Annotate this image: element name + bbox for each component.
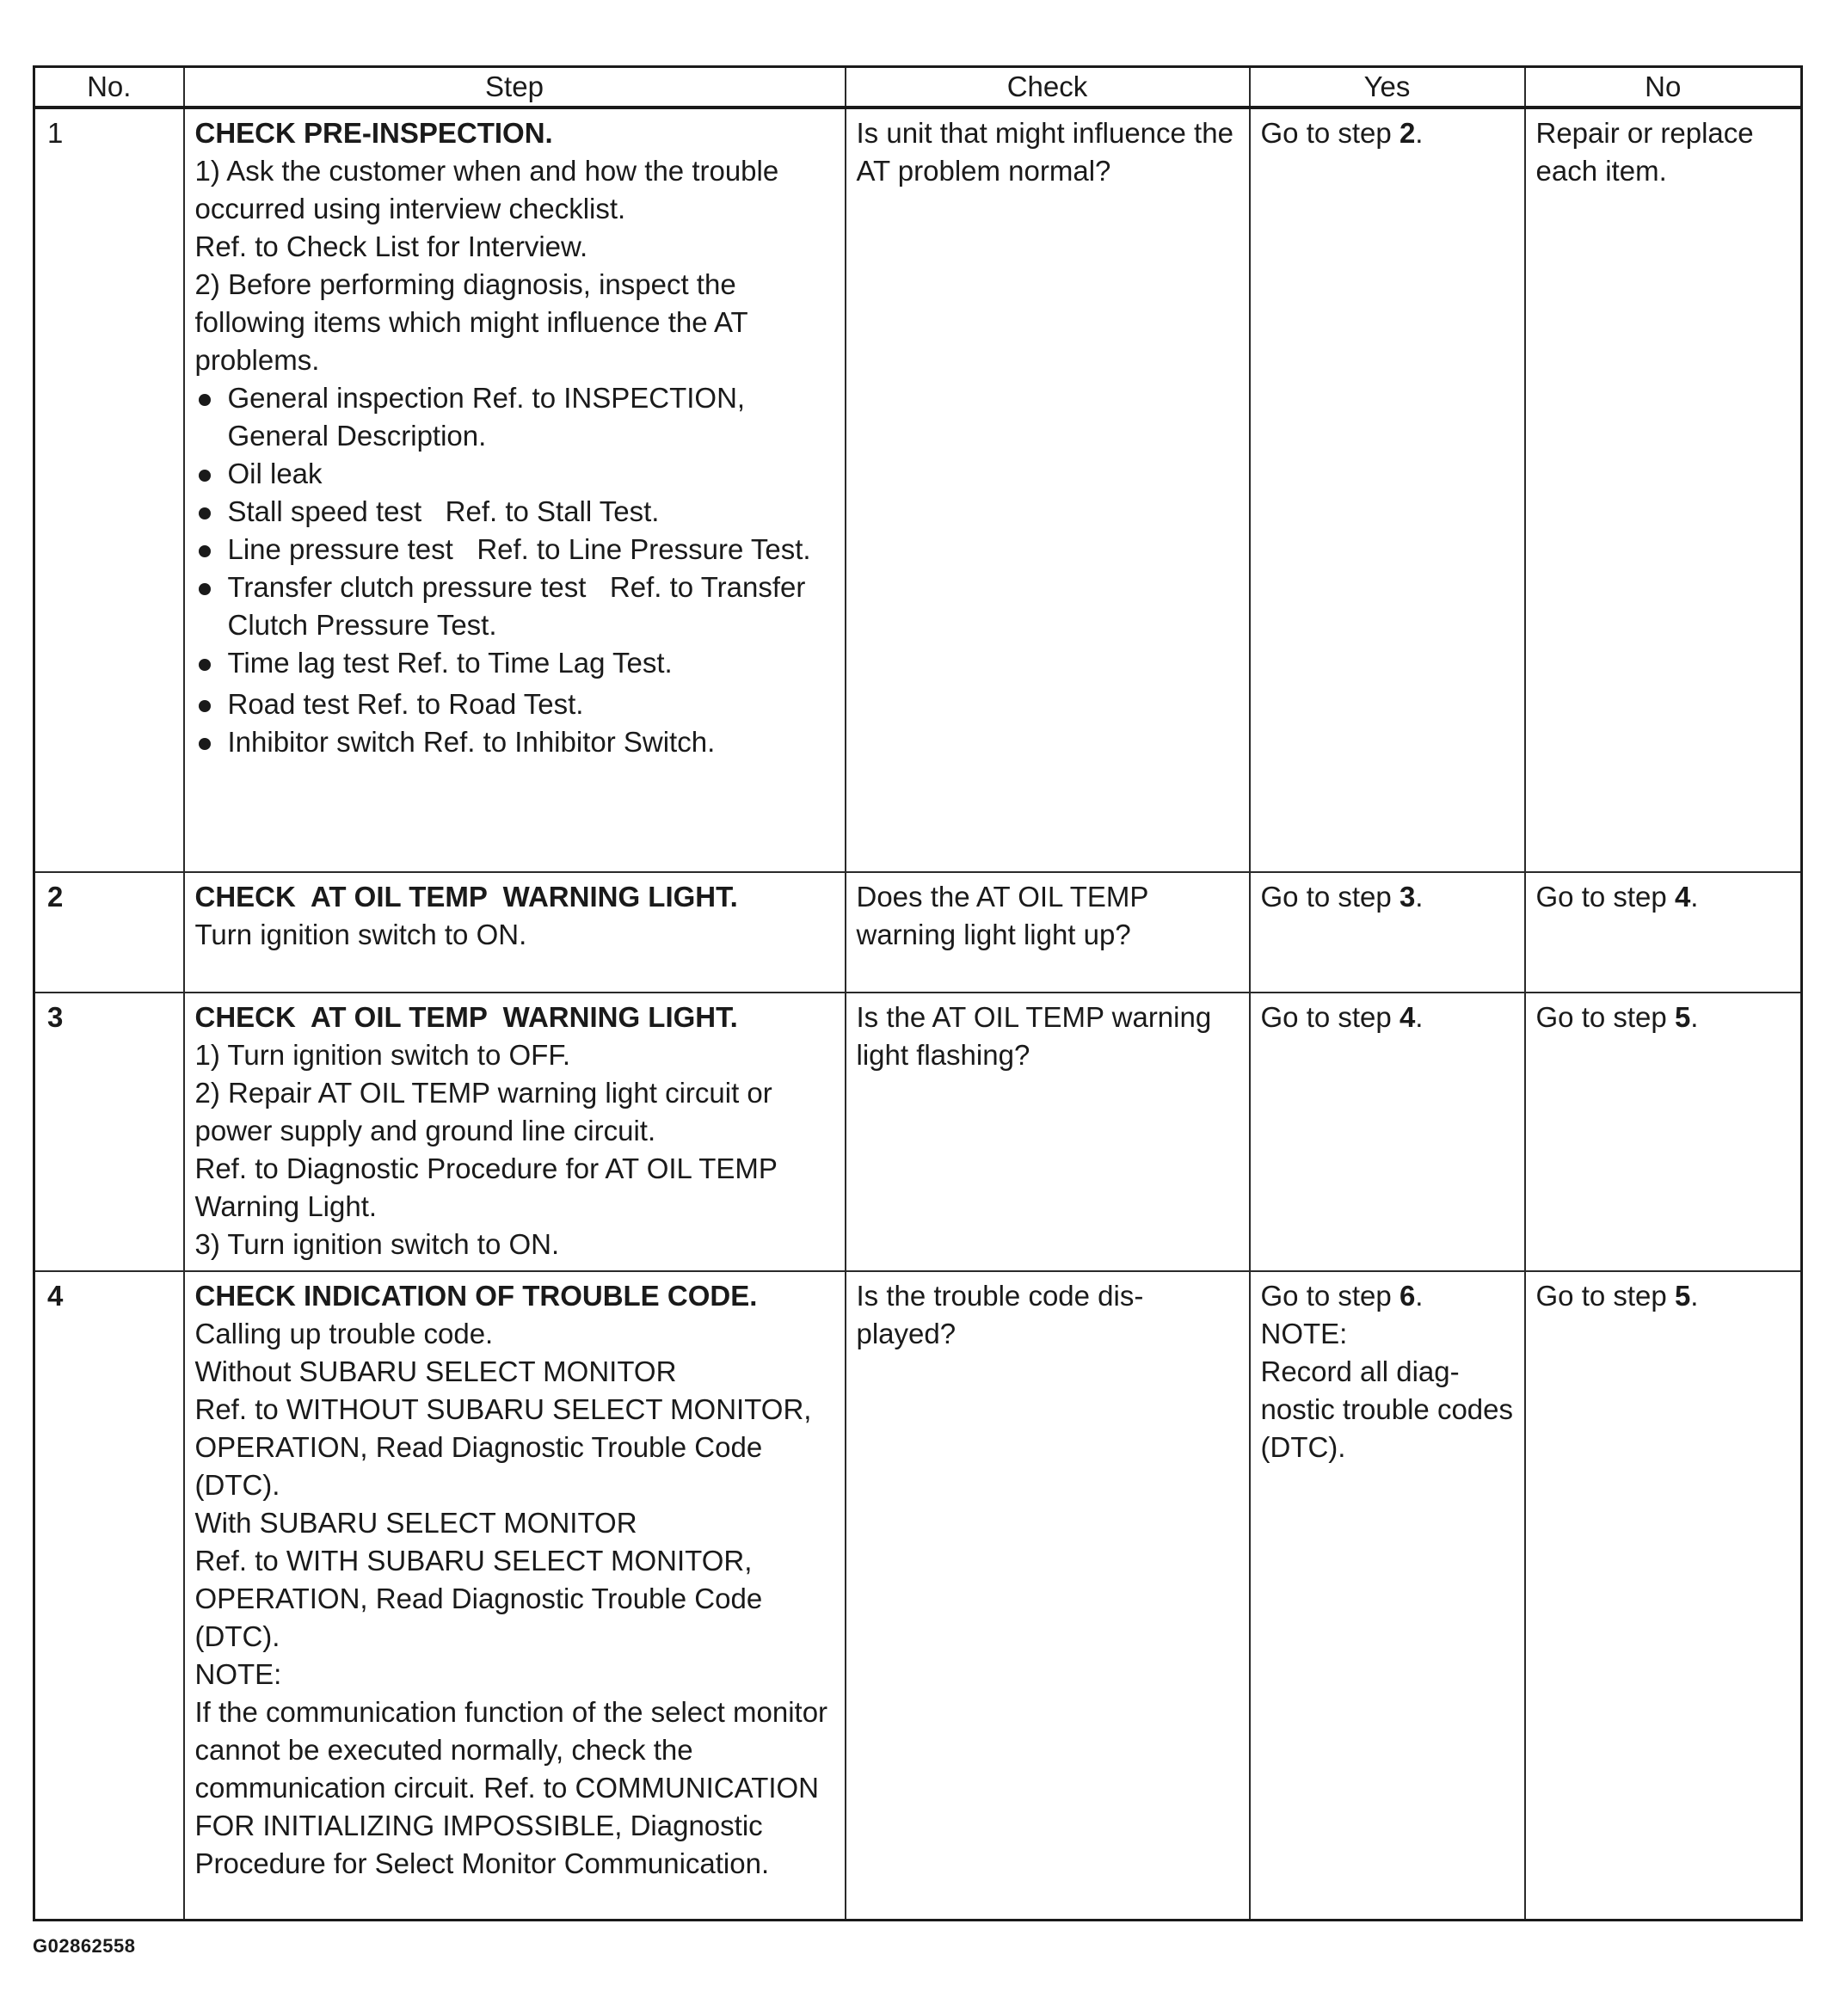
no-cell bbox=[1525, 993, 1802, 1271]
step-line: Ref. to WITHOUT SUBARU SELECT MONITOR, OPERATION, Read Diagnostic Trouble Code (DTC). bbox=[194, 1393, 812, 1501]
bullet-text: Inhibitor switch Ref. to Inhibitor Switch. bbox=[227, 726, 716, 758]
bullet-icon bbox=[195, 644, 228, 682]
step-number: 2 bbox=[34, 872, 184, 993]
step-title: CHECK INDICATION OF TROUBLE CODE. bbox=[194, 1280, 758, 1312]
yes-cell bbox=[1250, 1271, 1525, 1921]
bullet-text: Stall speed test Ref. to Stall Test. bbox=[227, 495, 660, 527]
no-text: Go to step bbox=[1535, 1001, 1675, 1033]
yes-note-label: NOTE: bbox=[1260, 1318, 1348, 1349]
yes-text: Go to step bbox=[1260, 117, 1399, 149]
yes-step-number: 4 bbox=[1399, 1001, 1416, 1033]
step-line: 1) Turn ignition switch to OFF. bbox=[194, 1039, 570, 1071]
no-step-number: 5 bbox=[1674, 1001, 1691, 1033]
yes-step-number: 2 bbox=[1399, 117, 1416, 149]
header-no: No. bbox=[34, 67, 184, 108]
yes-text: Go to step bbox=[1260, 1280, 1399, 1312]
bullet-icon bbox=[195, 685, 228, 723]
bullet-item bbox=[195, 723, 836, 761]
step-line: Ref. to Diagnostic Procedure for AT OIL TEMP Warning Light. bbox=[194, 1152, 793, 1222]
step-line: 1) Ask the customer when and how the trouble occurred using interview checklist. bbox=[194, 155, 779, 224]
bullet-icon bbox=[195, 531, 228, 569]
step-number: 3 bbox=[34, 993, 184, 1271]
yes-text: Go to step bbox=[1260, 881, 1399, 913]
step-cell bbox=[184, 1271, 846, 1921]
bullet-item bbox=[195, 644, 836, 682]
bullet-icon bbox=[195, 569, 228, 606]
bullet-item bbox=[195, 531, 836, 569]
figure-id: G02862558 bbox=[33, 1935, 136, 1957]
check-cell: Is unit that might influence the AT problem normal? bbox=[846, 108, 1250, 872]
no-cell: Repair or replace each item. bbox=[1525, 108, 1802, 872]
yes-cell bbox=[1250, 108, 1525, 872]
step-line: 2) Repair AT OIL TEMP warning light circuit or power supply and ground line circuit. bbox=[194, 1077, 772, 1146]
header-row bbox=[34, 67, 1802, 108]
table-row bbox=[34, 1271, 1802, 1921]
step-title: CHECK AT OIL TEMP WARNING LIGHT. bbox=[194, 881, 738, 913]
yes-step-number: 6 bbox=[1399, 1280, 1416, 1312]
step-line: With SUBARU SELECT MONITOR bbox=[194, 1507, 637, 1539]
no-suffix: . bbox=[1690, 1001, 1699, 1033]
diagnostic-table bbox=[33, 65, 1803, 1921]
bullet-item bbox=[195, 569, 836, 644]
step-line: Turn ignition switch to ON. bbox=[194, 919, 527, 950]
yes-step-number: 3 bbox=[1399, 881, 1416, 913]
bullet-item bbox=[195, 379, 836, 455]
header-yes: Yes bbox=[1250, 67, 1525, 108]
step-line: Without SUBARU SELECT MONITOR bbox=[194, 1355, 677, 1387]
step-line: Calling up trouble code. bbox=[194, 1318, 494, 1349]
bullet-icon bbox=[195, 723, 228, 761]
step-number: 1 bbox=[34, 108, 184, 872]
bullet-text: Transfer clutch pressure test Ref. to Transfer Clutch Pressure Test. bbox=[227, 571, 814, 641]
no-step-number: 5 bbox=[1674, 1280, 1691, 1312]
diagnostic-procedure-sheet bbox=[33, 65, 1800, 1921]
table-row bbox=[34, 108, 1802, 872]
header-step: Step bbox=[184, 67, 846, 108]
bullet-text: General inspection Ref. to INSPECTION, General Description. bbox=[227, 382, 746, 452]
yes-line bbox=[1261, 1277, 1516, 1315]
bullet-text: Line pressure test Ref. to Line Pressure Test. bbox=[227, 533, 811, 565]
step-line: Ref. to WITH SUBARU SELECT MONITOR, OPERATION, Read Diagnostic Trouble Code (DTC). bbox=[194, 1545, 763, 1652]
bullet-text: Road test Ref. to Road Test. bbox=[227, 688, 584, 720]
no-step-number: 4 bbox=[1674, 881, 1691, 913]
bullet-icon bbox=[195, 455, 228, 493]
step-line: If the communication function of the select monitor cannot be executed normally, check the communication circuit. Ref. to COMMUNICATION FOR INITIALIZING IMPOSSIBLE, Diagnostic Procedure for Select Monitor Communication. bbox=[194, 1696, 828, 1879]
no-cell bbox=[1525, 1271, 1802, 1921]
no-cell bbox=[1525, 872, 1802, 993]
check-cell: Is the AT OIL TEMP warning light flashing? bbox=[846, 993, 1250, 1271]
bullet-item bbox=[195, 455, 836, 493]
header-check: Check bbox=[846, 67, 1250, 108]
bullet-icon bbox=[195, 379, 228, 417]
no-suffix: . bbox=[1690, 881, 1699, 913]
yes-cell bbox=[1250, 993, 1525, 1271]
bullet-item bbox=[195, 685, 836, 723]
step-number: 4 bbox=[34, 1271, 184, 1921]
step-cell bbox=[184, 872, 846, 993]
no-text: Go to step bbox=[1535, 881, 1675, 913]
check-cell: Does the AT OIL TEMP warning light light up? bbox=[846, 872, 1250, 993]
yes-text: Go to step bbox=[1260, 1001, 1399, 1033]
bullet-text: Oil leak bbox=[227, 458, 323, 489]
table-row bbox=[34, 993, 1802, 1271]
no-suffix: . bbox=[1690, 1280, 1699, 1312]
step-cell bbox=[184, 993, 846, 1271]
yes-note: Record all diag-nostic trouble codes (DTC). bbox=[1260, 1355, 1514, 1463]
step-cell bbox=[184, 108, 846, 872]
yes-cell bbox=[1250, 872, 1525, 993]
step-title: CHECK AT OIL TEMP WARNING LIGHT. bbox=[194, 1001, 738, 1033]
step-line: Ref. to Check List for Interview. bbox=[194, 230, 588, 262]
yes-suffix: . bbox=[1415, 117, 1424, 149]
yes-suffix: . bbox=[1415, 1280, 1424, 1312]
bullet-icon bbox=[195, 493, 228, 531]
bullet-item bbox=[195, 493, 836, 531]
yes-suffix: . bbox=[1415, 1001, 1424, 1033]
step-line: 2) Before performing diagnosis, inspect the following items which might influence the AT problems. bbox=[194, 268, 748, 376]
step-title: CHECK PRE-INSPECTION. bbox=[194, 117, 553, 149]
step-line: 3) Turn ignition switch to ON. bbox=[194, 1228, 560, 1260]
header-no-result: No bbox=[1525, 67, 1802, 108]
yes-suffix: . bbox=[1415, 881, 1424, 913]
table-row bbox=[34, 872, 1802, 993]
no-text: Go to step bbox=[1535, 1280, 1675, 1312]
bullet-text: Time lag test Ref. to Time Lag Test. bbox=[227, 647, 673, 679]
step-line: NOTE: bbox=[194, 1658, 282, 1690]
check-cell: Is the trouble code dis-played? bbox=[846, 1271, 1250, 1921]
